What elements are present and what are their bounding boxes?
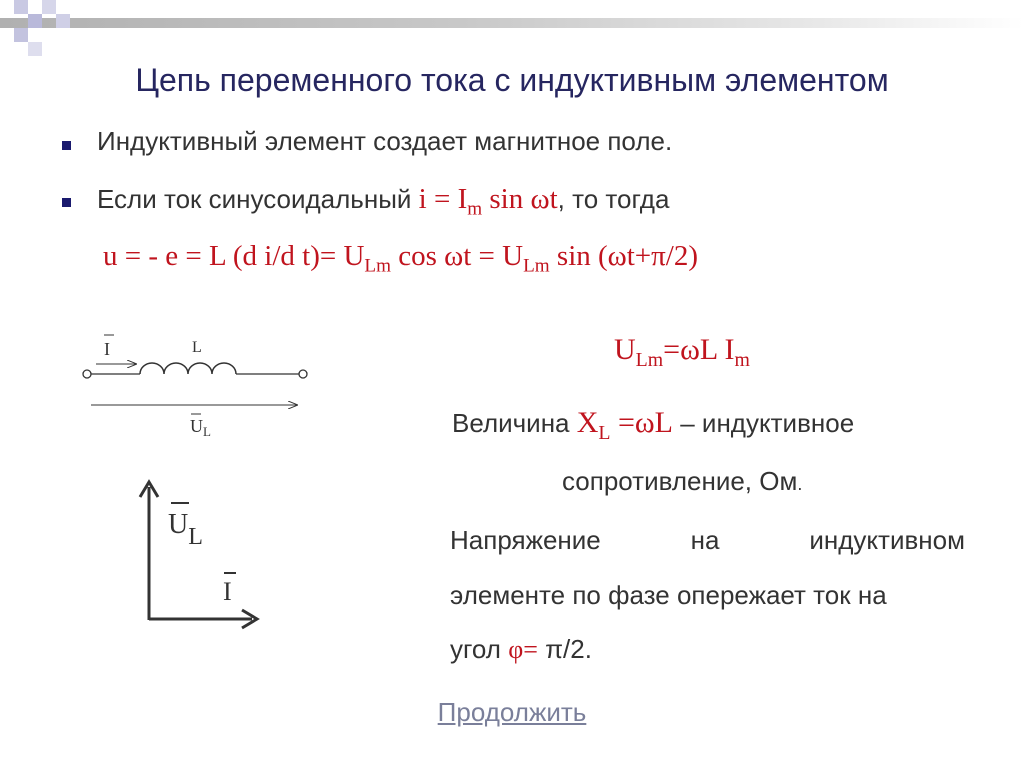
current-formula: $i = I_m$ sin ωt <box>418 183 558 220</box>
inductor-label: L <box>192 339 202 356</box>
reactance-line-2: сопротивление, Ом. <box>562 466 803 496</box>
phasor-voltage-label: UL <box>168 509 203 550</box>
voltage-formula: u = - e = L (d i/d $t)= U_{Lm}$ $\cos \omega t = U_{Lm}$ sin (ωt+π/2) <box>103 240 699 277</box>
phasor-diagram <box>140 482 257 628</box>
bullet-2-suffix: , то тогда <box>557 184 670 214</box>
amplitude-formula: $U_{Lm}=\omega L$ $I_m$ <box>614 333 750 371</box>
continue-link[interactable]: Продолжить <box>437 697 587 727</box>
voltage-label: $U_L$ <box>190 416 211 439</box>
phase-line-1: Напряжение на индуктивном <box>450 525 965 555</box>
bullet-2-prefix: Если ток синусоидальный <box>97 184 412 214</box>
slide-title: Цепь переменного тока с индуктивным элементом <box>135 62 889 98</box>
reactance-line-1: Величина $X_L =\omega L$ – индуктивное <box>452 406 855 444</box>
terminal-left <box>83 370 91 378</box>
terminal-right <box>299 370 307 378</box>
phasor-current-label: I <box>223 577 232 606</box>
bullet-text-1: Индуктивный элемент создает магнитное поле. <box>97 126 673 156</box>
phase-line-3: угол φ= π/2. <box>450 634 592 664</box>
phase-line-2: элементе по фазе опережает ток на <box>450 580 887 610</box>
current-label: I <box>104 339 110 359</box>
inductor-circuit <box>83 335 307 439</box>
inductor-coil <box>140 363 236 374</box>
